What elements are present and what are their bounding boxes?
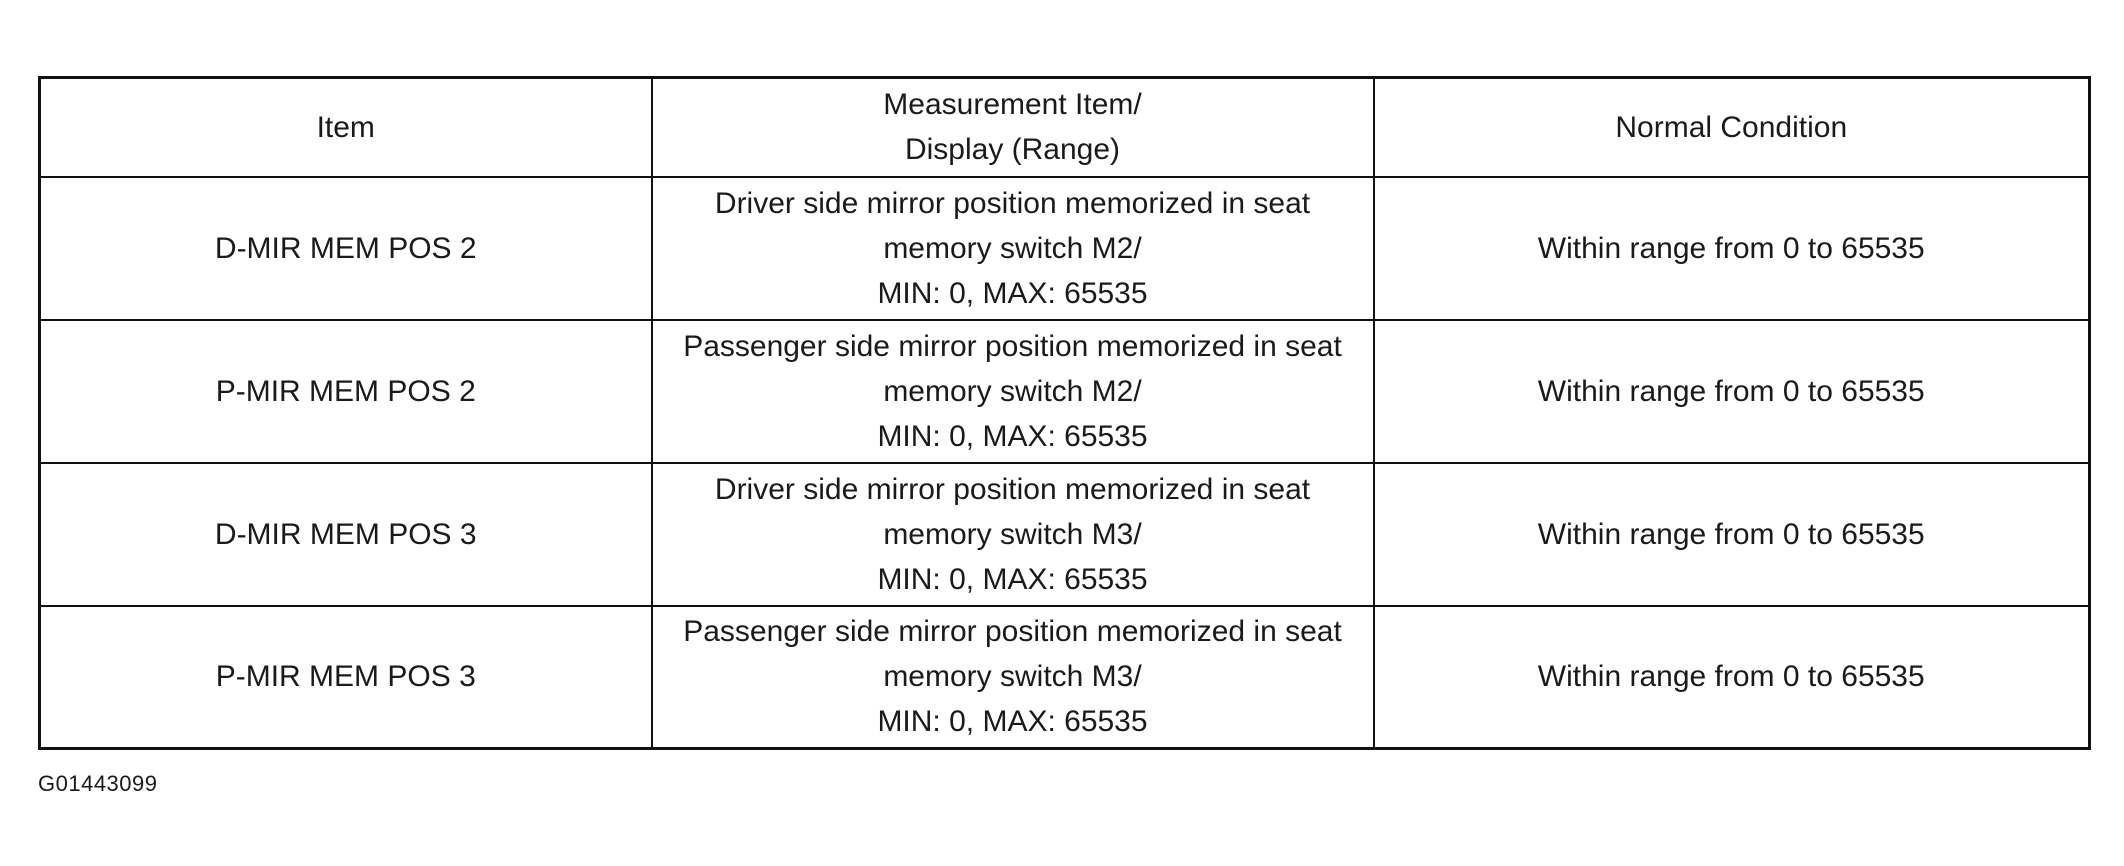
normal-condition-cell: Within range from 0 to 65535 (1374, 177, 2090, 320)
measurement-line: Passenger side mirror position memorized in seat (683, 615, 1342, 649)
table-row (40, 606, 2090, 749)
measurement-cell (652, 606, 1374, 749)
measurement-line: MIN: 0, MAX: 65535 (877, 276, 1148, 310)
measurement-line: MIN: 0, MAX: 65535 (877, 419, 1148, 453)
header-measurement (652, 78, 1374, 177)
table-row (40, 463, 2090, 606)
measurement-line: memory switch M3/ (883, 517, 1142, 551)
header-measurement-line: Display (Range) (904, 133, 1121, 167)
item-cell: P-MIR MEM POS 3 (40, 606, 652, 749)
measurement-line: Driver side mirror position memorized in seat (714, 472, 1311, 506)
measurement-line: MIN: 0, MAX: 65535 (877, 562, 1148, 596)
measurement-cell (652, 320, 1374, 463)
measurement-cell (652, 463, 1374, 606)
normal-condition-cell: Within range from 0 to 65535 (1374, 463, 2090, 606)
header-normal-condition: Normal Condition (1374, 78, 2090, 177)
item-cell: P-MIR MEM POS 2 (40, 320, 652, 463)
normal-condition-cell: Within range from 0 to 65535 (1374, 606, 2090, 749)
header-measurement-line: Measurement Item/ (883, 88, 1142, 122)
data-list-table (38, 76, 2091, 750)
measurement-line: memory switch M3/ (883, 660, 1142, 694)
figure-id: G01443099 (38, 771, 158, 796)
measurement-line: Passenger side mirror position memorized in seat (683, 329, 1342, 363)
table-body (40, 177, 2090, 749)
measurement-line: MIN: 0, MAX: 65535 (877, 705, 1148, 739)
table-row (40, 177, 2090, 320)
table-header (40, 78, 2090, 177)
measurement-cell (652, 177, 1374, 320)
header-item: Item (40, 78, 652, 177)
header-row (40, 78, 2090, 177)
item-cell: D-MIR MEM POS 2 (40, 177, 652, 320)
item-cell: D-MIR MEM POS 3 (40, 463, 652, 606)
normal-condition-cell: Within range from 0 to 65535 (1374, 320, 2090, 463)
measurement-line: memory switch M2/ (883, 374, 1142, 408)
measurement-line: Driver side mirror position memorized in seat (714, 186, 1311, 220)
table-row (40, 320, 2090, 463)
measurement-line: memory switch M2/ (883, 231, 1142, 265)
